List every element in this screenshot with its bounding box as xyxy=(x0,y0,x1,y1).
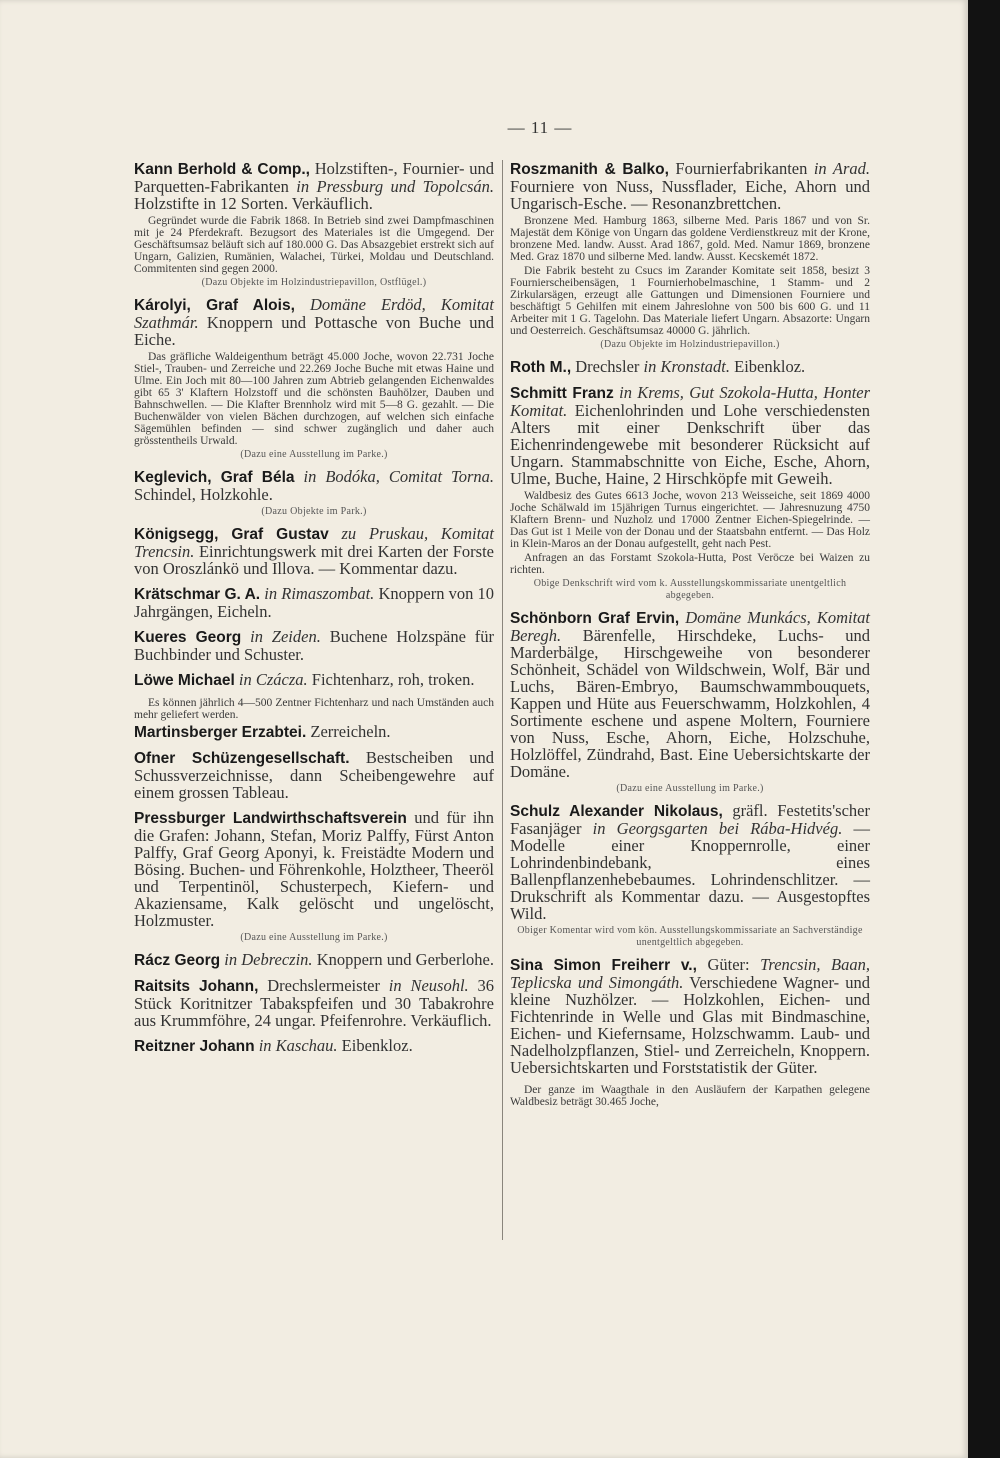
entry-note: (Dazu Objekte im Holzindustriepavillon.) xyxy=(600,339,780,350)
exhibitor-entry xyxy=(510,609,870,780)
column-divider xyxy=(502,160,503,1240)
entry-text: gräfl. Festetits'scher Fasanjäger xyxy=(510,801,870,838)
entry-place: in Kaschau. xyxy=(258,1036,338,1055)
exhibitor-entry xyxy=(510,358,870,376)
entry-detail: Es können jährlich 4—500 Zentner Fichtenharz und nach Umständen auch mehr geliefert werden. xyxy=(134,697,494,721)
entry-text: Fournierfabrikanten xyxy=(668,159,814,178)
exhibitor-name: Königsegg, Graf Gustav xyxy=(134,526,329,543)
exhibitor-name: Martinsberger Erzabtei. xyxy=(134,724,307,741)
entry-detail: Gegründet wurde die Fabrik 1868. In Betrieb sind zwei Dampfmaschinen mit je 24 Pferdekraft. Bezugsort des Materiales ist die Umgegend. Der Geschäftsumsaz beläuft sich auf 180.000 G. Das Absazgebiet erstrekt sich auf Ungarn, Galizien, Rumänien, Walachei, Türkei, Moldau und Deutschland. Commitenten sind gegen 2000. xyxy=(134,215,494,275)
entry-description: Knoppern und Pottasche von Buche und Eiche. xyxy=(134,313,494,349)
exhibitor-name: Krätschmar G. A. xyxy=(134,586,261,603)
entry-note: (Dazu Objekte im Park.) xyxy=(261,506,367,517)
exhibitor-entry xyxy=(510,956,870,1076)
right-column xyxy=(510,160,870,1110)
exhibitor-name: Schmitt Franz xyxy=(510,385,614,402)
entry-place: Domäne Munkács, Komitat Beregh. xyxy=(510,608,870,645)
exhibitor-name: Schulz Alexander Nikolaus, xyxy=(510,803,723,820)
entry-place: in Krems, Gut Szokola-Hutta, Honter Komitat. xyxy=(510,383,871,420)
entry-place: in Kronstadt. xyxy=(643,357,731,376)
entry-text: Güter: xyxy=(696,955,761,974)
exhibitor-entry xyxy=(134,525,494,577)
page-number: — 11 — xyxy=(507,118,573,137)
exhibitor-name: Löwe Michael xyxy=(134,672,235,689)
entry-place: in Arad. xyxy=(813,159,870,178)
entry-note: (Dazu eine Ausstellung im Parke.) xyxy=(616,783,764,794)
exhibitor-name: Reitzner Johann xyxy=(134,1038,255,1055)
entry-description: Fichtenharz, roh, troken. xyxy=(307,670,475,689)
entry-description: Verschiedene Wagner- und kleine Nuzhölzer. — Holzkohlen, Eichen- und Fichtenrinde in Welle und Glas mit Bindmaschine, Eichen- und Kiefernsame, Holzschwamm. Laub- und Nadelholzpflanzen, Stiel- und Zerreicheln, Knoppern. Uebersichtskarten und Forststatistik der Güter. xyxy=(510,973,870,1077)
entry-note: (Dazu eine Ausstellung im Parke.) xyxy=(240,449,388,460)
entry-detail: Der ganze im Waagthale in den Ausläufern der Karpathen gelegene Waldbesiz beträgt 30.465 Joche, xyxy=(510,1084,870,1108)
entry-place: in Bodóka, Comitat Torna. xyxy=(303,467,494,486)
entry-description: 36 Stück Koritnitzer Tabakspfeifen und 30 Tabakrohre aus Krummföhre, 24 ungar. Pfeifenrohre. Verkäuflich. xyxy=(134,976,495,1030)
entry-text xyxy=(241,627,250,646)
entry-description: Buchene Holzspäne für Buchbinder und Schuster. xyxy=(134,627,495,664)
entry-place: in Georgsgarten bei Rába-Hidvég. xyxy=(592,819,843,838)
entry-text: Drechslermeister xyxy=(258,976,389,995)
entry-place: in Zeiden. xyxy=(250,627,321,646)
entry-description: — Modelle einer Knoppernrolle, einer Lohrindenbindebank, eines Ballenpflanzenhebebaumes. Lohrindenschlitzer. — Drukschrift als Kommentar dazu. — Ausgestopftes Wild. xyxy=(510,819,871,923)
entry-place: in Debreczin. xyxy=(224,950,313,969)
exhibitor-entry xyxy=(134,468,494,503)
entry-text: Zerreicheln. xyxy=(306,722,391,741)
exhibitor-name: Pressburger Landwirthschaftsverein xyxy=(134,810,407,827)
exhibitor-name: Károlyi, Graf Alois, xyxy=(134,297,295,314)
exhibitor-entry xyxy=(134,723,494,741)
entry-description: Knoppern und Gerberlohe. xyxy=(312,950,495,969)
entry-detail: Waldbesiz des Gutes 6613 Joche, wovon 213 Weisseiche, seit 1869 4000 Joche Schälwald im 15jährigen Turnus eingerichtet. — Jahresnuzung 4750 Klaftern Brenn- und Nuzholz und 17000 Zentner Eichen-Spiegelrinde. — Das Gut ist 1 Meile von der Donau und der Staatsbahn entfernt. — Das Holz in Klein-Maros an der Donau aufgestellt, geht nach Pest. xyxy=(510,490,870,550)
entry-place: in Neusohl. xyxy=(388,976,469,995)
exhibitor-entry xyxy=(134,749,494,801)
exhibitor-name: Kann Berhold & Comp., xyxy=(134,161,310,178)
entry-detail: Die Fabrik besteht zu Csucs im Zarander Komitate seit 1858, besizt 3 Fournierscheibensägen, 1 Fournierhobelmaschine, 1 Stamm- und 2 Zirkularsägen, erzeugt alle Gattungen und Dimensionen Fourniere und beschäftigt 5 Gehilfen mit einem Jahreslohne von 500 bis 600 G. und 11 Arbeiter mit 1 G. Tagelohn. Das Materiale liefert Ungarn. Absazorte: Ungarn und Oesterreich. Geschäftsumsaz 40000 G. jährlich. xyxy=(510,265,870,337)
exhibitor-name: Keglevich, Graf Béla xyxy=(134,469,295,486)
exhibitor-entry xyxy=(134,585,494,620)
entry-note: Obiger Komentar wird vom kön. Ausstellungskommissariate an Sachverständige unentgeltlich abgegeben. xyxy=(517,925,863,948)
exhibitor-entry xyxy=(134,160,494,212)
entry-place: in Czácza. xyxy=(238,670,308,689)
entry-text xyxy=(295,295,310,314)
exhibitor-name: Rácz Georg xyxy=(134,952,221,969)
exhibitor-entry xyxy=(134,296,494,348)
entry-note: Obige Denkschrift wird vom k. Ausstellungskommissariate unentgeltlich abgegeben. xyxy=(533,578,847,601)
entry-text: Drechsler xyxy=(571,357,644,376)
entry-detail: Anfragen an das Forstamt Szokola-Hutta, Post Veröcze bei Waizen zu richten. xyxy=(510,552,870,576)
exhibitor-entry xyxy=(134,809,494,929)
exhibitor-name: Kueres Georg xyxy=(134,629,242,646)
entry-detail: Das gräfliche Waldeigenthum beträgt 45.000 Joche, wovon 22.731 Joche Stiel-, Trauben- und Zerreiche und 22.269 Joche Buche mit etwas Haine und Ulme. Ein Joch mit 80—100 Jahren zum Abtrieb gelangenden Eichenwaldes gibt 65 3' Klaftern Holzstoff und die schönsten Bauhölzer, Dauben und Bahnschwellen. — Die Klafter Brennholz wird mit 5—8 G. gezahlt. — Die Buchenwälder von vielen Bächen durchzogen, auf welchen sich einfache Sägemühlen befinden — sind schwer zugänglich und daher auch grösstentheils Urwald. xyxy=(134,351,494,447)
entry-description: Eibenkloz. xyxy=(337,1036,413,1055)
exhibitor-name: Raitsits Johann, xyxy=(134,978,259,995)
entry-place: in Rimaszombat. xyxy=(264,584,375,603)
exhibitor-name: Ofner Schüzengesellschaft. xyxy=(134,750,350,767)
entry-note: (Dazu eine Ausstellung im Parke.) xyxy=(240,932,388,943)
entry-text: und für ihn die Grafen: Johann, Stefan, Moriz Palffy, Fürst Anton Palffy, Graf Georg Aponyi, k. Freistädte Modern und Bösing. Buchen- und Föhrenkohle, Holztheer, Theeröl und Terpentinöl, Schusterpech, Kiefern- und Akaziensame, Kalk gelöscht und ungelöscht, Holzmuster. xyxy=(134,808,494,930)
entry-note: (Dazu Objekte im Holzindustriepavillon, Ostflügel.) xyxy=(201,277,427,288)
exhibitor-name: Roth M., xyxy=(510,359,572,376)
exhibitor-entry xyxy=(134,977,494,1029)
entry-text xyxy=(329,524,342,543)
exhibitor-name: Schönborn Graf Ervin, xyxy=(510,610,680,627)
exhibitor-entry xyxy=(134,951,494,969)
entry-description: Eichenlohrinden und Lohe verschiedensten Alters mit einer Denkschrift über das Eichenrindengewebe mit besonderer Rücksicht auf Ungarn. Stammabschnitte von Eiche, Esche, Ahorn, Ulme, Buche, Haine, 2 Hirschköpfe mit Geweih. xyxy=(510,401,870,488)
exhibitor-name: Sina Simon Freiherr v., xyxy=(510,957,697,974)
entry-description: Knoppern von 10 Jahrgängen, Eicheln. xyxy=(134,584,495,621)
entry-text: Bestscheiben und Schussverzeichnisse, dann Scheibengewehre auf einem grossen Tableau. xyxy=(134,748,494,802)
entry-place: zu Pruskau, Komitat Trencsin. xyxy=(134,524,495,561)
entry-description: Fourniere von Nuss, Nussflader, Eiche, Ahorn und Ungarisch-Esche. — Resonanzbrettchen. xyxy=(510,177,870,213)
exhibitor-entry xyxy=(134,1037,494,1055)
exhibitor-name: Roszmanith & Balko, xyxy=(510,161,669,178)
exhibitor-entry xyxy=(510,802,870,922)
exhibitor-entry xyxy=(134,671,494,689)
entry-detail: Bronzene Med. Hamburg 1863, silberne Med. Paris 1867 und von Sr. Majestät dem Könige von Ungarn das goldene Verdienstkreuz mit der Krone, bronzene Med. landw. Ausst. Arad 1867, gold. Med. Namur 1869, bronzene Med. Graz 1870 und silberne Med. landw. Ausst. Kecskemét 1872. xyxy=(510,215,870,263)
entry-description: Eibenkloz. xyxy=(730,357,806,376)
entry-description: Einrichtungswerk mit drei Karten der Forste von Oroszlánkö und Illova. — Kommentar dazu. xyxy=(134,542,494,578)
exhibitor-entry xyxy=(510,160,870,212)
entry-text: Holzstiften-, Fournier- und Parquetten-Fabrikanten xyxy=(134,159,494,196)
entry-description: Schindel, Holzkohle. xyxy=(134,485,273,504)
left-column xyxy=(134,160,494,1063)
exhibitor-entry xyxy=(134,628,494,663)
entry-place: Domäne Erdöd, Komitat Szathmár. xyxy=(134,295,495,332)
entry-description: Holzstifte in 12 Sorten. Verkäuflich. xyxy=(134,194,373,213)
entry-text xyxy=(295,467,304,486)
entry-description: Bärenfelle, Hirschdeke, Luchs- und Marderbälge, Hirschgeweihe von besonderer Schönheit, Schädel von Wildschwein, Wolf, Bär und Luchs, Bären-Embryo, Baumschwammbouquets, Kappen und Hüte aus Feuerschwamm, Holzkohlen, 4 Sortimente eschene und aspene Moltern, Fourniere von Nuss, Esche, Ahorn, Eiche, Holzschuhe, Holzlöffel, Zündrahd, Bast. Eine Uebersichtskarte der Domäne. xyxy=(510,626,870,781)
exhibitor-entry xyxy=(510,384,870,487)
entry-place: in Pressburg und Topolcsán. xyxy=(296,177,494,196)
entry-place: Trencsin, Baan, Teplicska und Simongáth. xyxy=(510,955,870,992)
